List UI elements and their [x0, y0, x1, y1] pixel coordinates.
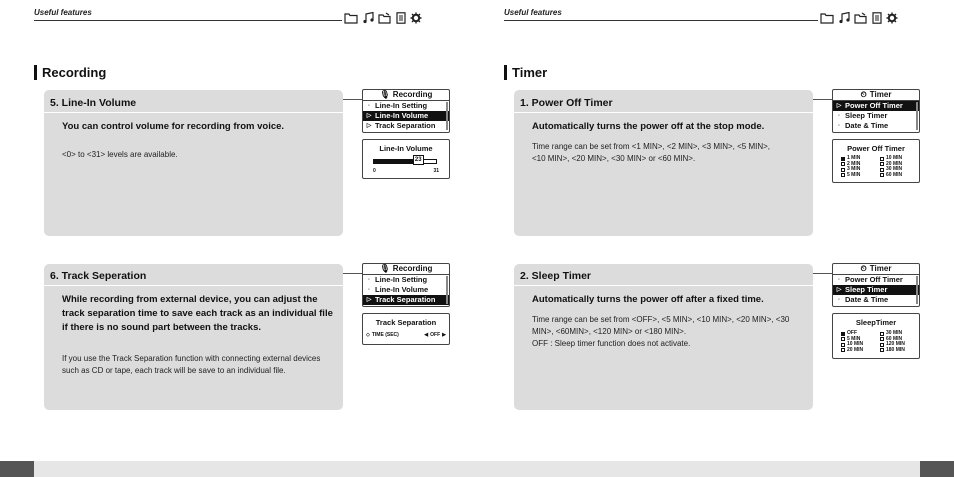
option-label: 20 MIN [847, 346, 864, 353]
panel-lead: Automatically turns the power off at the stop mode. [532, 121, 765, 132]
lcd-item: ▷ Track Separation [366, 121, 436, 130]
option-item [880, 348, 913, 354]
checkbox-icon [880, 348, 884, 352]
checkbox-icon [880, 332, 884, 336]
option-label: 30 MIN [886, 330, 903, 336]
volume-max: 31 [433, 168, 439, 174]
open-folder-icon [378, 12, 392, 24]
panel-title: 2. Sleep Timer [520, 270, 592, 282]
device-menu-timer-1 [832, 89, 920, 133]
setting-label: TIME (SEC) [371, 332, 399, 338]
panel-divider [44, 112, 343, 113]
section-title-timer: Timer [512, 65, 548, 80]
volume-slider [373, 159, 437, 164]
header-label-right: Useful features [504, 8, 562, 17]
checkbox-icon [841, 168, 845, 172]
checkbox-icon [880, 343, 884, 347]
option-label: 120 MIN [886, 341, 905, 347]
setting-value: OFF [430, 332, 441, 338]
device-menu-recording-1 [362, 89, 450, 133]
option-label: 5 MIN [847, 335, 861, 342]
header-icons-left [344, 12, 422, 24]
device-power-off-timer-screen [832, 139, 920, 183]
option-item [880, 173, 913, 179]
panel-track-separation [44, 264, 343, 410]
open-folder-icon [854, 12, 868, 24]
lcd-item-selected: ▷ Track Separation [363, 295, 449, 305]
header-label-left: Useful features [34, 8, 92, 17]
lcd-detail-title: Power Off Timer [847, 144, 905, 153]
panel-body: Time range can be set from <OFF>, <5 MIN>, <10 MIN>, <20 MIN>, <30 MIN>, <60MIN>, <120 MIN> or <180 MIN>. [532, 315, 790, 336]
option-label: 2 MIN [847, 160, 861, 167]
panel-title: 5. Line-In Volume [50, 97, 137, 109]
connector-line [813, 99, 833, 100]
header-rule-left [34, 20, 342, 21]
volume-min: 0 [373, 168, 376, 174]
panel-divider [514, 285, 813, 286]
lcd-item: ◦ Line-In Volume [367, 285, 429, 294]
device-sleep-timer-screen [832, 313, 920, 359]
device-track-separation-screen [362, 313, 450, 345]
radio-icon: ◇ [366, 332, 370, 338]
panel-divider [514, 112, 813, 113]
lcd-item: ◦ Line-In Setting [367, 275, 428, 284]
header-rule-right [504, 20, 818, 21]
option-label: 3 MIN [847, 166, 861, 172]
option-label: 1 MIN [847, 155, 861, 161]
lcd-item: ◦ Date & Time [837, 121, 889, 130]
option-item [841, 348, 874, 354]
footer-tab-right [920, 461, 954, 477]
panel-sleep-timer [514, 264, 813, 410]
lcd-item-selected: ▷ Sleep Timer [833, 285, 919, 295]
lcd-setting-value-row [424, 332, 446, 338]
device-line-in-volume-screen [362, 139, 450, 179]
panel-body: If you use the Track Separation function with connecting external devices such as CD or tape, each track will be save to an individual file. [62, 354, 321, 375]
footer-bar [0, 461, 954, 477]
option-label: 30 MIN [886, 166, 903, 172]
device-menu-recording-2 [362, 263, 450, 307]
option-label: 60 MIN [886, 171, 903, 178]
panel-lead: While recording from external device, you can adjust the track separation time to save each track as an individual file if there is no sound part between the tracks. [62, 294, 333, 333]
lcd-detail-title: Track Separation [375, 318, 437, 327]
lcd-scrollbar [446, 276, 448, 304]
section-marker-recording [34, 65, 37, 80]
document-icon [396, 12, 406, 24]
panel-body: Time range can be set from <1 MIN>, <2 MIN>, <3 MIN>, <5 MIN>, <10 MIN>, <20 MIN>, <30 MIN> or <60 MIN>. [532, 142, 771, 163]
lcd-scrollbar [446, 102, 448, 130]
checkbox-icon [841, 173, 845, 177]
checkbox-checked-icon [841, 157, 845, 161]
option-label: 10 MIN [886, 155, 903, 161]
device-menu-timer-2 [832, 263, 920, 307]
folder-icon [344, 12, 358, 24]
lcd-item-selected: ▷ Power Off Timer [833, 101, 919, 111]
panel-title: 1. Power Off Timer [520, 97, 613, 109]
header-icons-right [820, 12, 898, 24]
arrow-right-icon: ▶ [442, 332, 446, 338]
option-label: 60 MIN [886, 335, 903, 342]
lcd-scrollbar [916, 102, 918, 130]
music-icon [838, 12, 850, 24]
microphone-icon: 🎙 [379, 264, 390, 273]
microphone-icon: 🎙 [379, 90, 390, 99]
footer-tab-left [0, 461, 34, 477]
lcd-title: 🎙 Recording [363, 264, 449, 275]
checkbox-icon [880, 337, 884, 341]
gear-icon [886, 12, 898, 24]
panel-title: 6. Track Seperation [50, 270, 147, 282]
option-grid [841, 331, 913, 353]
lcd-detail-title: Line-In Volume [379, 144, 433, 153]
option-label: 5 MIN [847, 171, 861, 178]
option-label: 10 MIN [847, 341, 864, 347]
folder-icon [820, 12, 834, 24]
panel-divider [44, 285, 343, 286]
clock-icon: ⏲ [860, 264, 867, 273]
checkbox-icon [880, 157, 884, 161]
option-grid [841, 156, 913, 178]
music-icon [362, 12, 374, 24]
lcd-item: ◦ Sleep Timer [837, 111, 888, 120]
checkbox-icon [880, 173, 884, 177]
connector-line [813, 273, 833, 274]
document-icon [872, 12, 882, 24]
panel-lead: You can control volume for recording from voice. [62, 121, 285, 132]
section-marker-timer [504, 65, 507, 80]
lcd-title: ⏲ Timer [833, 264, 919, 275]
lcd-item: ◦ Power Off Timer [837, 275, 903, 284]
panel-power-off-timer [514, 90, 813, 236]
lcd-title: 🎙 Recording [363, 90, 449, 101]
arrow-left-icon: ◀ [424, 332, 429, 338]
option-label: 180 MIN [886, 346, 905, 353]
connector-line [343, 273, 363, 274]
panel-lead: Automatically turns the power off after a fixed time. [532, 294, 764, 305]
option-item [841, 173, 874, 179]
checkbox-checked-icon [841, 332, 845, 336]
checkbox-icon [880, 162, 884, 166]
lcd-item-selected: ▷ Line-In Volume [363, 111, 449, 121]
panel-body: <0> to <31> levels are available. [62, 150, 178, 159]
lcd-setting-row [366, 332, 399, 338]
panel-body-note: OFF : Sleep timer function does not activate. [532, 339, 691, 348]
lcd-scrollbar [916, 276, 918, 304]
checkbox-icon [841, 162, 845, 166]
section-title-recording: Recording [42, 65, 107, 80]
option-label: OFF [847, 330, 857, 336]
volume-value-badge: 23 [414, 157, 422, 163]
connector-line [343, 99, 363, 100]
checkbox-icon [841, 343, 845, 347]
lcd-item: ◦ Line-In Setting [367, 101, 428, 110]
checkbox-icon [880, 168, 884, 172]
lcd-item: ◦ Date & Time [837, 295, 889, 304]
checkbox-icon [841, 337, 845, 341]
lcd-detail-title: SleepTimer [855, 318, 897, 327]
option-label: 20 MIN [886, 160, 903, 167]
panel-line-in-volume [44, 90, 343, 236]
gear-icon [410, 12, 422, 24]
checkbox-icon [841, 348, 845, 352]
clock-icon: ⏲ [860, 90, 867, 99]
lcd-title: ⏲ Timer [833, 90, 919, 101]
